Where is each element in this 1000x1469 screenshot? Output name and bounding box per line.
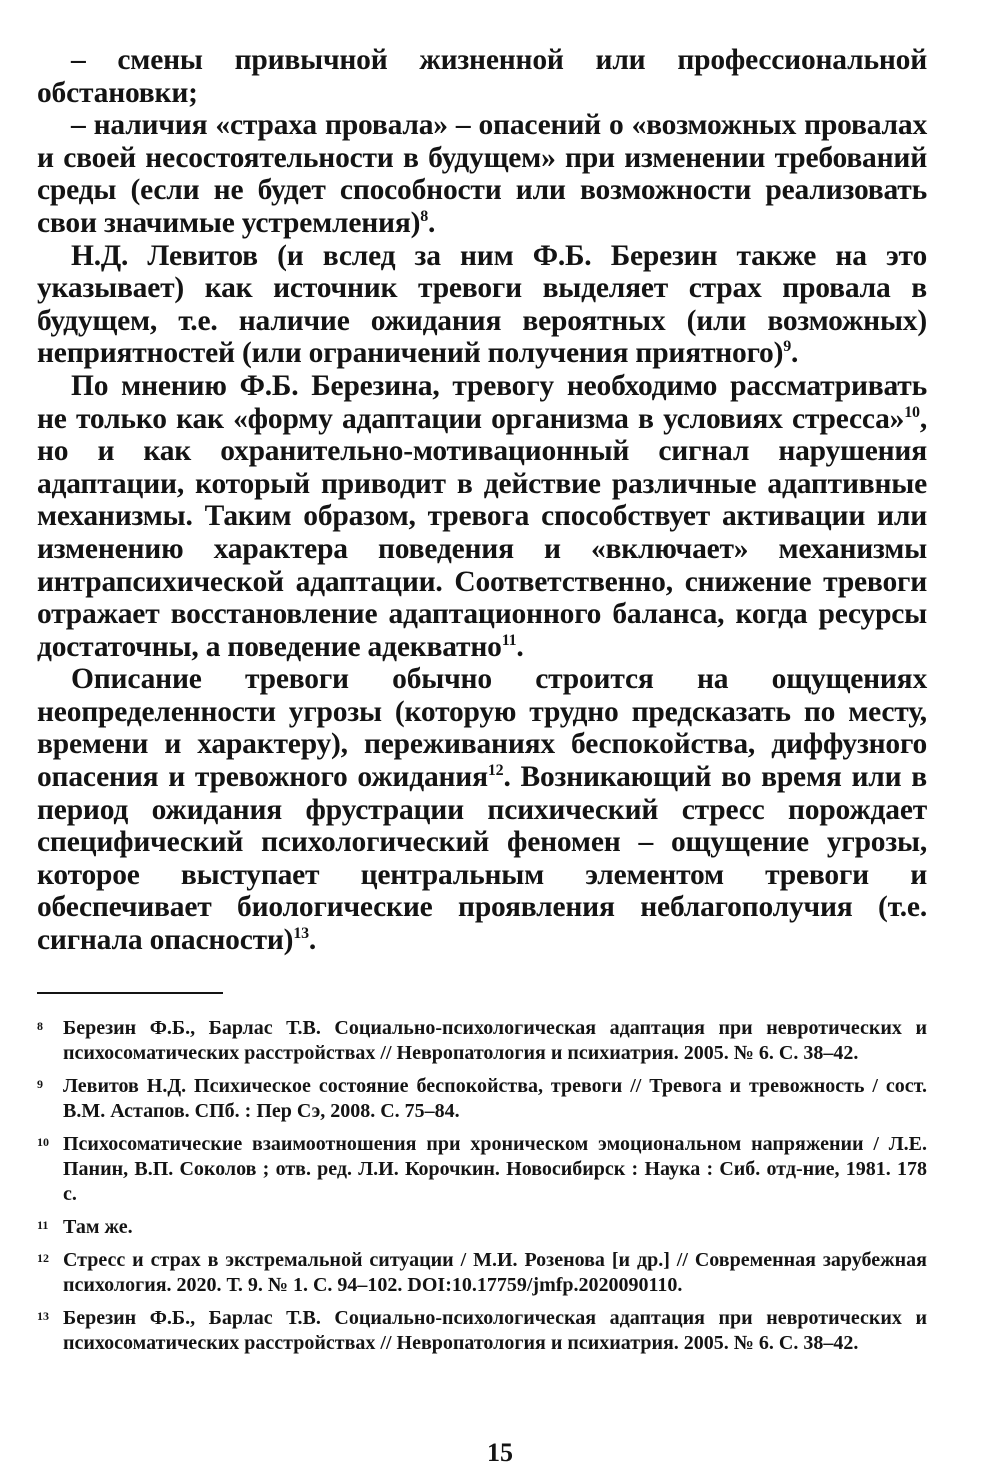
footnote-number: 13 <box>37 1309 49 1323</box>
footnote-text: Там же. <box>63 1216 133 1238</box>
footnote-item <box>37 1215 927 1240</box>
paragraph-2: – наличия «страха провала» – опасений о «возможных провалах и своей несостоятельности в будущем» при изменении требований среды (если не будет способности или возможности реализовать свои значимые устремления)$^8$. <box>37 109 927 239</box>
footnote-ref: 12 <box>487 762 504 780</box>
footnote-item <box>37 1306 927 1356</box>
footnote-number: 11 <box>37 1218 49 1232</box>
footnote-item <box>37 1074 927 1124</box>
page-number: 15 <box>487 1438 513 1467</box>
footnote-separator <box>37 992 223 994</box>
footnote-ref: 9 <box>783 338 792 356</box>
footnote-text: Психосоматические взаимоотношения при хроническом эмоциональном напряжении / Л.Е. Панин, В.П. Соколов ; отв. ред. Л.И. Корочкин. Новосибирск : Наука : Сиб. отд-ние, 1981. 178 с. <box>63 1133 927 1205</box>
paragraph-1: – смены привычной жизненной или профессиональной обстановки; <box>37 44 927 109</box>
footnote-text: Березин Ф.Б., Барлас Т.В. Социально-психологическая адаптация при невротических и психосоматических расстройствах // Невропатология и психиатрия. 2005. № 6. С. 38–42. <box>63 1307 927 1354</box>
main-text <box>37 44 927 957</box>
paragraph-5: Описание тревоги обычно строится на ощущениях неопределенности угрозы (которую трудно предсказать по месту, времени и характеру), переживаниях беспокойства, диффузного опасения и тревожного ожидания$^{12}$. Возникающий во время или в период ожидания фрустрации психический стресс порождает специфический психологический феномен – ощущение угрозы, которое выступает центральным элементом тревоги и обеспечивает биологические проявления неблагополучия (т.е. сигнала опасности)$^{13}$. <box>37 663 928 957</box>
paragraph-4: По мнению Ф.Б. Березина, тревогу необходимо рассматривать не только как «форму адаптации организма в условиях стресса»$^{10}$, но и как охранительно-мотивационный сигнал нарушения адаптации, который приводит в действие различные адаптивные механизмы. Таким образом, тревога способствует активации или изменению характера поведения и «включает» механизмы интрапсихической адаптации. Соответственно, снижение тревоги отражает восстановление адаптационного баланса, когда ресурсы достаточны, а поведение адекватно$^{11}$. <box>37 369 927 663</box>
footnote-ref: 13 <box>293 925 309 943</box>
footnote-text: Левитов Н.Д. Психическое состояние беспокойства, тревоги // Тревога и тревожность / сост. В.М. Астапов. СПб. : Пер Сэ, 2008. С. 75–84. <box>63 1075 927 1122</box>
footnote-number: 12 <box>37 1251 49 1265</box>
footnote-text: Стресс и страх в экстремальной ситуации / М.И. Розенова [и др.] // Современная зарубежная психология. 2020. Т. 9. № 1. С. 94–102. DOI:10.17759/jmfp.2020090110. <box>63 1249 927 1296</box>
footnote-text: Березин Ф.Б., Барлас Т.В. Социально-психологическая адаптация при невротических и психосоматических расстройствах // Невропатология и психиатрия. 2005. № 6. С. 38–42. <box>63 1017 927 1064</box>
footnote-number: 8 <box>37 1019 43 1033</box>
footnote-ref: 10 <box>904 403 920 421</box>
footnote-ref: 8 <box>420 208 429 226</box>
paragraph-3: Н.Д. Левитов (и вслед за ним Ф.Б. Березин также на это указывает) как источник тревоги выделяет страх провала в будущем, т.е. наличие ожидания вероятных (или возможных) неприятностей (или ограничений получения приятного)$^9$. <box>37 239 927 370</box>
footnote-number: 10 <box>37 1135 49 1149</box>
footnote-ref: 11 <box>501 631 517 649</box>
footnote-item <box>37 1016 927 1066</box>
footnote-item <box>37 1132 927 1207</box>
footnotes <box>37 1016 927 1364</box>
footnote-item <box>37 1248 927 1298</box>
footnote-number: 9 <box>37 1077 43 1091</box>
